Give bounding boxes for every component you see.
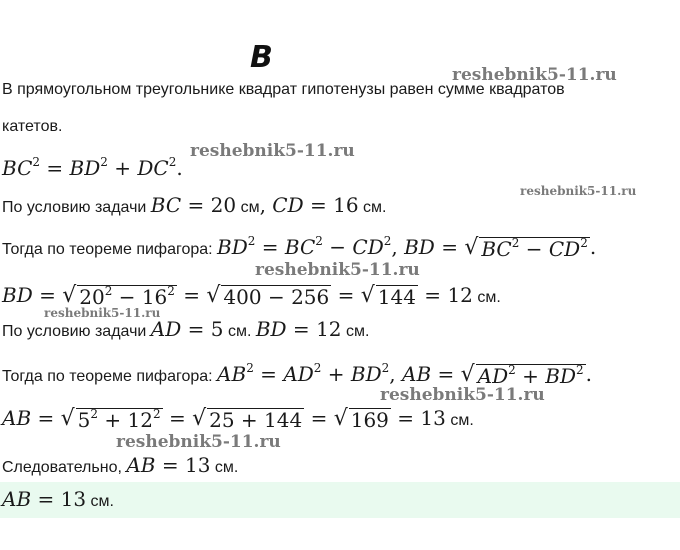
- formula-math: $BD^2 = BC^2 - CD^2$, BD = √ $BC^2 - CD^2$ .: [217, 234, 597, 261]
- formula-math: BC = 20: [150, 193, 237, 217]
- condition-line-2: По условию задачи AD = 5 см. BD = 12 см.: [2, 317, 370, 341]
- formula-math: BD = √ $20^2 - 16^2$ = √ 400 − 256 = √ 144 = 12: [2, 283, 473, 309]
- formula-math: AB = √ $5^2 + 12^2$ = √ 25 + 144 = √ 169 = 13: [2, 406, 446, 432]
- formula-math: AD = 5: [150, 317, 224, 341]
- section-title: B: [250, 40, 273, 75]
- calc-ab-line: AB = √ $5^2 + 12^2$ = √ 25 + 144 = √ 169 = 13 см.: [2, 406, 474, 432]
- formula-math: AB = 13: [2, 487, 87, 511]
- intro-line-2: катетов.: [2, 118, 63, 135]
- conclusion-text: Следовательно,: [2, 459, 127, 476]
- watermark: reshebnik5-11.ru: [190, 141, 355, 161]
- watermark: reshebnik5-11.ru: [116, 432, 281, 452]
- answer-line: AB = 13 см.: [2, 487, 114, 511]
- formula-math: AB = 13: [126, 453, 211, 477]
- formula-math: $AB^2 = AD^2 + BD^2$, AB = √ $AD^2 + BD^2$ .: [217, 361, 593, 388]
- intro-line-1: В прямоугольном треугольнике квадрат гипотенузы равен сумме квадратов: [2, 81, 565, 98]
- condition-text: По условию задачи: [2, 323, 151, 340]
- condition-text: По условию задачи: [2, 199, 151, 216]
- condition-line-1: По условию задачи BC = 20 см, CD = 16 см.: [2, 193, 387, 217]
- formula-pythagoras: [2, 155, 183, 181]
- watermark: reshebnik5-11.ru: [44, 306, 161, 320]
- watermark: reshebnik5-11.ru: [380, 385, 545, 405]
- watermark: reshebnik5-11.ru: [452, 65, 617, 85]
- watermark: reshebnik5-11.ru: [520, 184, 637, 198]
- theorem-text: Тогда по теореме пифагора:: [2, 368, 218, 385]
- conclusion-line: Следовательно, AB = 13 см.: [2, 453, 239, 477]
- theorem-text: Тогда по теореме пифагора:: [2, 241, 218, 258]
- theorem-line-2: [2, 361, 593, 388]
- formula-math: $BC^2 = BD^2 + DC^2$.: [2, 155, 183, 180]
- calc-bd-line: BD = √ $20^2 - 16^2$ = √ 400 − 256 = √ 144 = 12 см.: [2, 283, 501, 309]
- theorem-line-1: [2, 234, 597, 261]
- watermark: reshebnik5-11.ru: [255, 260, 420, 280]
- answer-box: [0, 482, 680, 518]
